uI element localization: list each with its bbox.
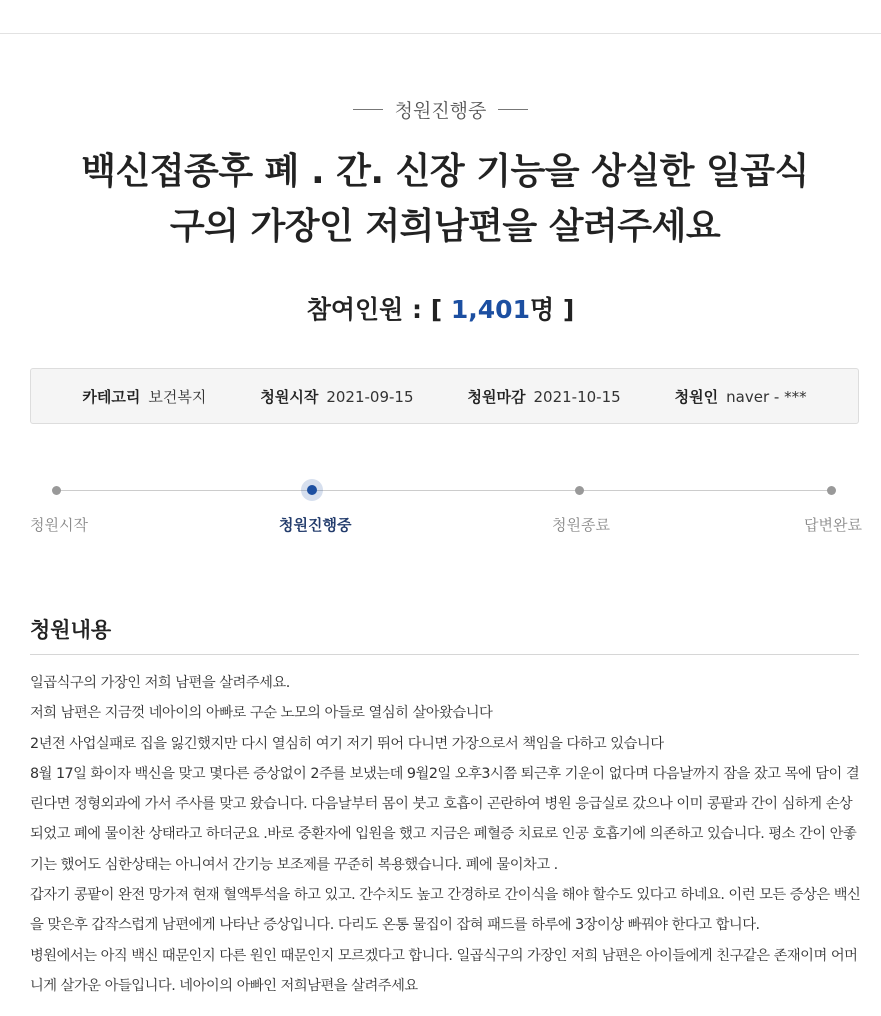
dash-left [353, 109, 383, 110]
step-label-closed: 청원종료 [552, 516, 610, 534]
content-paragraph: 갑자기 콩팥이 완전 망가져 현재 혈액투석을 하고 있고. 간수치도 높고 간경하로 간이식을 해야 할수도 있다고 하네요. 이런 모든 증상은 백신을 맞은후 갑작스럽게 남편에게 나타난 증상입니다. 다리도 온통 물집이 잡혀 패드를 하루에 3장이상 빠꿔야 한다고 합니다. [30, 887, 861, 934]
end-value: 2021-10-15 [533, 387, 621, 406]
participant-suffix: 명 ] [529, 295, 575, 324]
info-start [260, 386, 413, 407]
dash-right [498, 109, 528, 110]
petition-info-box [30, 368, 859, 424]
step-dot-start [52, 486, 61, 495]
status-label: 청원진행중 [394, 100, 487, 122]
step-dot-answered [827, 486, 836, 495]
content-paragraph: 병원에서는 아직 백신 때문인지 다른 원인 때문인지 모르겠다고 합니다. 일곱식구의 가장인 저희 남편은 아이들에게 친구같은 존재이며 어머니게 살가운 아들입니다. 네아이의 아빠인 저희남편을 살려주세요 [30, 947, 858, 994]
info-category [82, 386, 206, 407]
content-paragraph: 8월 17일 화이자 백신을 맞고 몇다른 증상없이 2주를 보냈는데 9월2일 오후3시쯤 퇴근후 기운이 없다며 다음날까지 잠을 잤고 목에 담이 결린다면 정형외과에 가서 주사를 맞고 왔습니다. 다음날부터 몸이 붓고 호흡이 곤란하여 병원 응급실로 갔으나 이미 콩팥과 간이 심하게 손상되었고 폐에 물이찬 상태라고 하더군요 .바로 중환자에 입원을 했고 지금은 폐혈증 치료로 인공 호흡기에 의존하고 있습니다. 평소 간이 안좋기는 했어도 심한상태는 아니여서 간기능 보조제를 꾸준히 복용했습니다. 폐에 물이차고 . [30, 765, 860, 873]
petition-progress [0, 470, 881, 540]
category-value: 보건복지 [148, 387, 207, 406]
step-label-active: 청원진행중 [279, 516, 352, 534]
step-label-start: 청원시작 [30, 516, 88, 534]
start-label: 청원시작 [260, 387, 319, 406]
info-author [675, 386, 807, 407]
category-label: 카테고리 [82, 387, 141, 406]
start-value: 2021-09-15 [326, 387, 414, 406]
progress-track [57, 490, 831, 491]
content-paragraph: 저희 남편은 지금껏 네아이의 아빠로 구순 노모의 아들로 열심히 살아왔습니다 [30, 705, 493, 722]
top-divider [0, 33, 881, 34]
participant-count [0, 290, 881, 326]
author-value: naver - *** [726, 387, 807, 406]
info-end [468, 386, 621, 407]
end-label: 청원마감 [467, 387, 526, 406]
content-paragraph: 일곱식구의 가장인 저희 남편을 살려주세요. [30, 675, 290, 691]
content-divider [30, 654, 859, 655]
participant-label: 참여인원 : [ [306, 295, 443, 324]
petition-status-header [0, 96, 881, 123]
title-line-2: 구의 가장인 저희남편을 살려주세요 [169, 206, 721, 247]
step-label-answered: 답변완료 [804, 516, 862, 534]
step-dot-active [307, 485, 317, 495]
content-paragraph: 2년전 사업실패로 집을 잃긴했지만 다시 열심히 여기 저기 뛰어 다니면 가장으로서 책임을 다하고 있습니다 [30, 735, 664, 752]
petition-title [50, 144, 840, 254]
author-label: 청원인 [674, 387, 719, 406]
step-dot-closed [575, 486, 584, 495]
title-line-1: 백신접종후 폐 . 간. 신장 기능을 상실한 일곱식 [81, 151, 809, 192]
petition-content [30, 668, 862, 1001]
content-title: 청원내용 [30, 618, 112, 642]
participant-number: 1,401 [450, 295, 530, 324]
